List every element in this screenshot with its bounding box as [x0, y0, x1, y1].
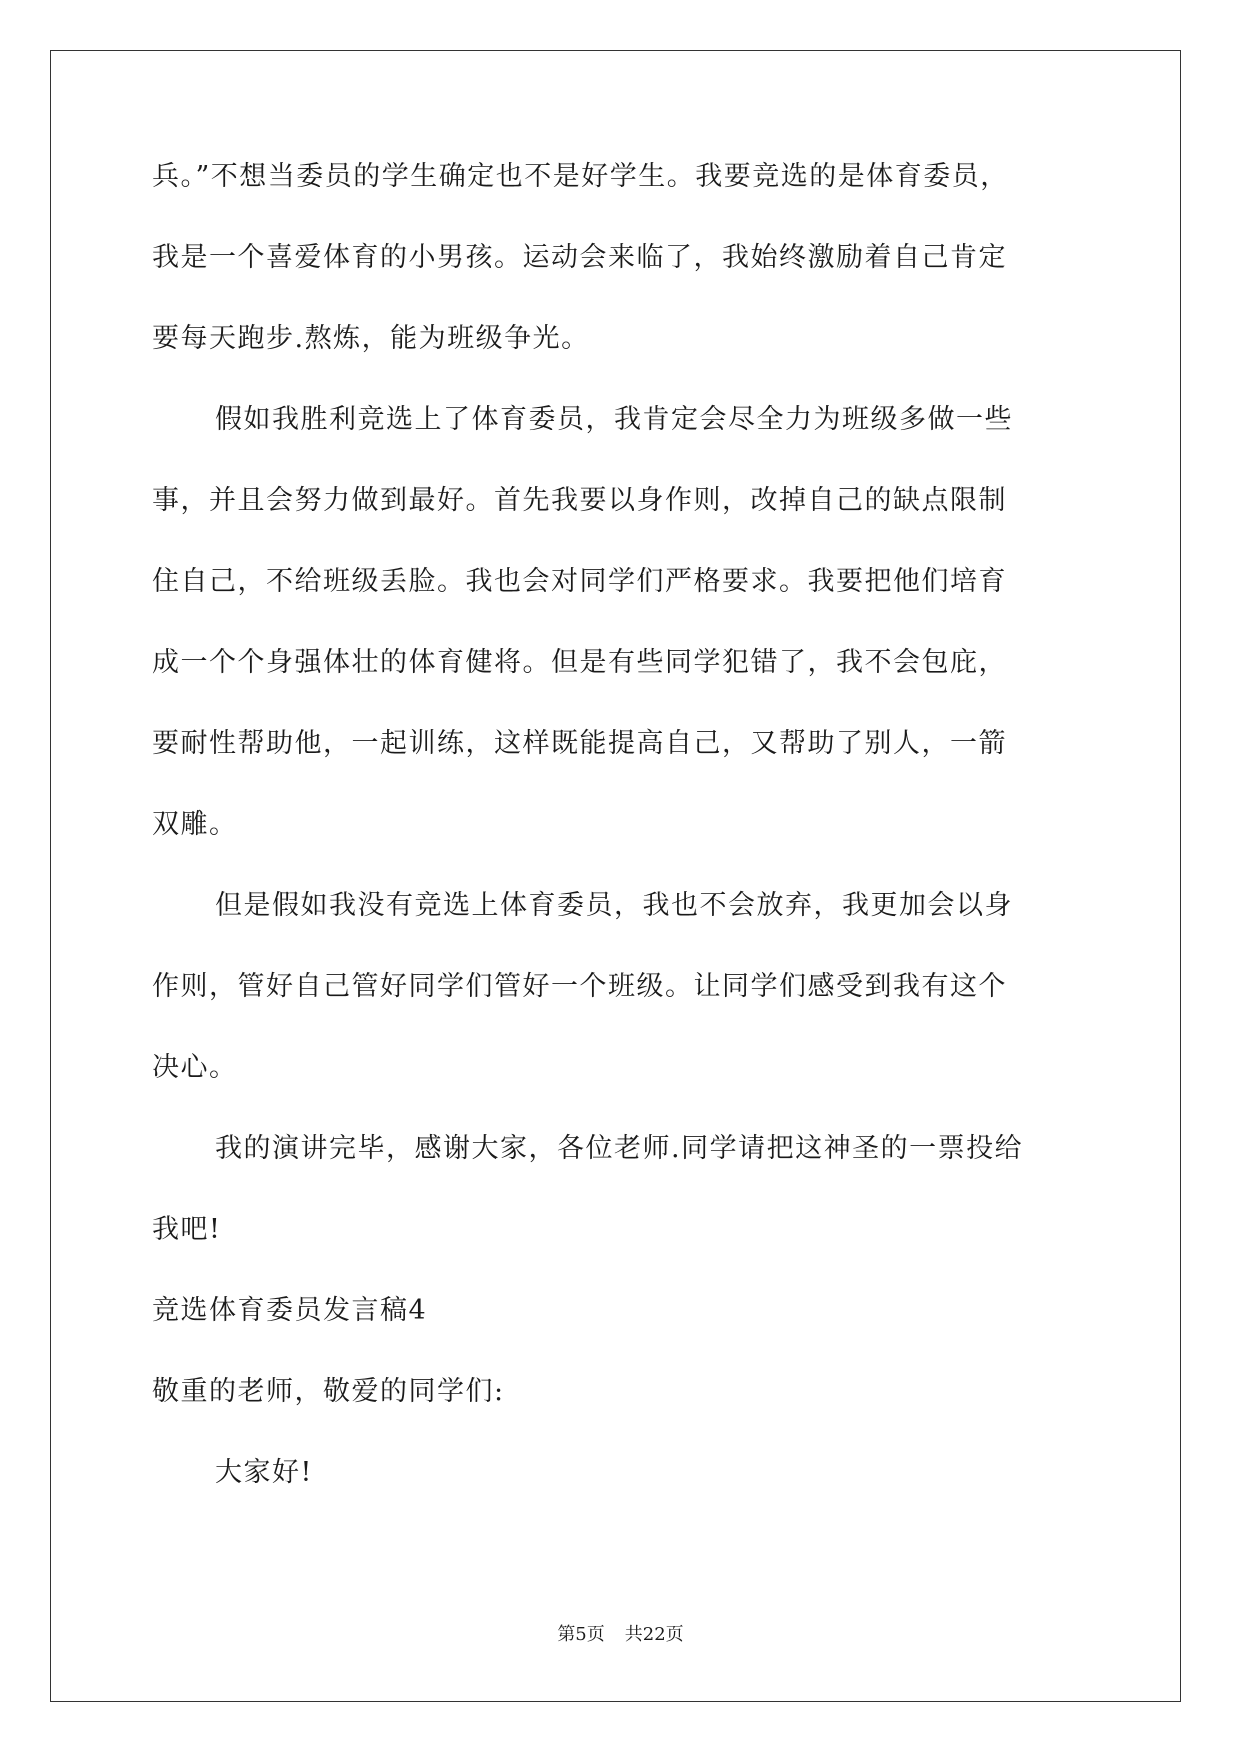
- text-line: 决心。: [152, 1052, 238, 1083]
- text-line: 兵。”不想当委员的学生确定也不是好学生。我要竞选的是体育委员，: [152, 161, 1009, 192]
- section-heading: 竞选体育委员发言稿4: [152, 1295, 428, 1326]
- salutation-line: 敬重的老师，敬爱的同学们:: [152, 1376, 505, 1407]
- text-line: 我是一个喜爱体育的小男孩。运动会来临了，我始终激励着自己肯定: [152, 242, 1007, 273]
- page-number-current: 第5页: [557, 1624, 605, 1645]
- text-line: 要每天跑步.熬炼，能为班级争光。: [152, 323, 590, 354]
- text-line: 作则，管好自己管好同学们管好一个班级。让同学们感受到我有这个: [152, 971, 1007, 1002]
- paragraph-start-line: 我的演讲完毕，感谢大家，各位老师.同学请把这神圣的一票投给: [215, 1133, 1024, 1164]
- paragraph-start-line: 假如我胜利竞选上了体育委员，我肯定会尽全力为班级多做一些: [215, 404, 1013, 435]
- document-body: [152, 157, 1092, 1534]
- greeting-line: 大家好!: [215, 1457, 313, 1488]
- paragraph-start-line: 但是假如我没有竞选上体育委员，我也不会放弃，我更加会以身: [215, 890, 1013, 921]
- page-footer: [0, 1620, 1241, 1646]
- text-line: 事，并且会努力做到最好。首先我要以身作则，改掉自己的缺点限制: [152, 485, 1007, 516]
- text-line: 住自己，不给班级丢脸。我也会对同学们严格要求。我要把他们培育: [152, 566, 1007, 597]
- page-number-total: 共22页: [624, 1624, 684, 1645]
- text-line: 成一个个身强体壮的体育健将。但是有些同学犯错了，我不会包庇，: [152, 647, 1007, 678]
- text-line: 我吧!: [152, 1214, 222, 1245]
- text-line: 双雕。: [152, 809, 238, 840]
- text-line: 要耐性帮助他，一起训练，这样既能提高自己，又帮助了别人，一箭: [152, 728, 1007, 759]
